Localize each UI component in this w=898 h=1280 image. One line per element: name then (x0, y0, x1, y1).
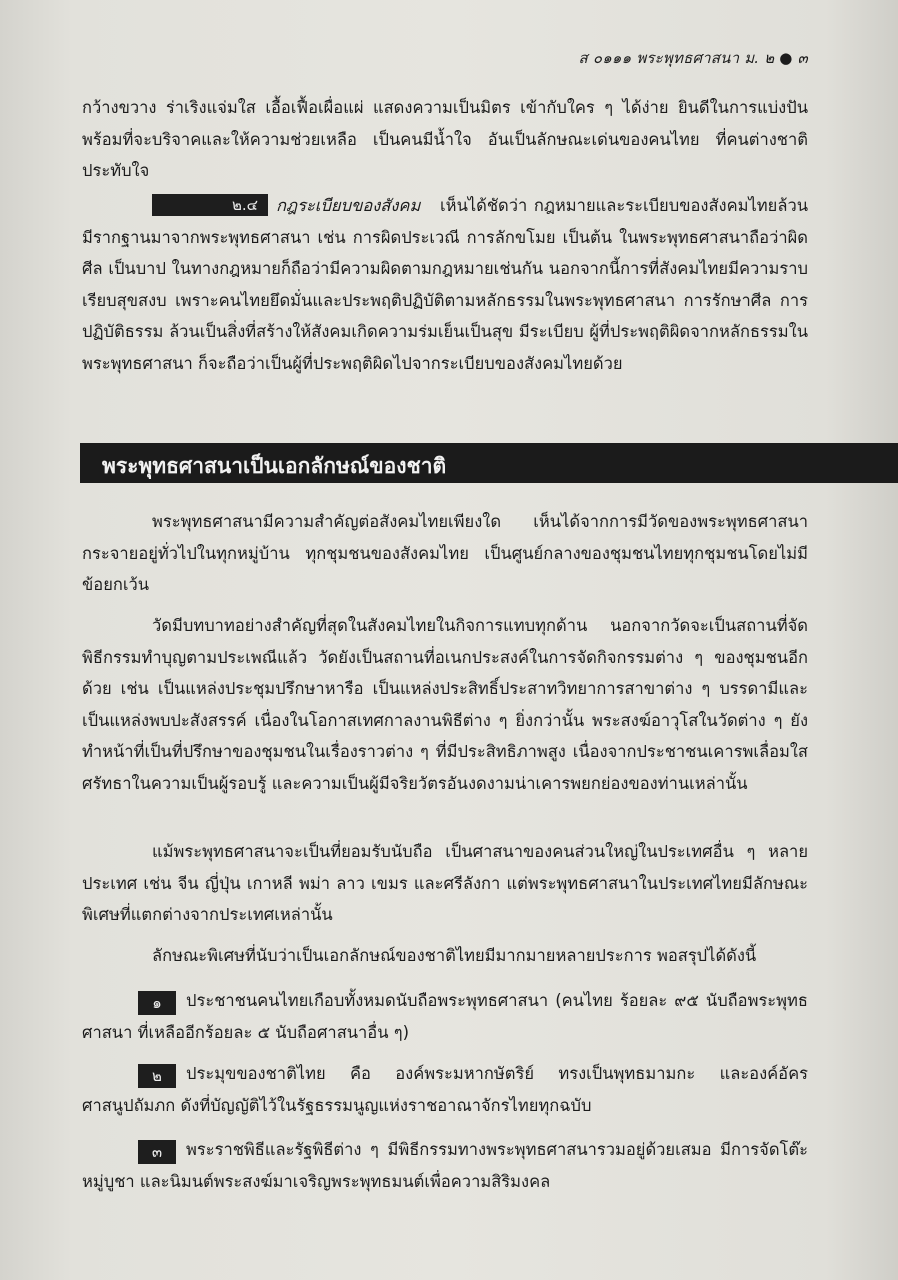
item-text: ประมุขของชาติไทย คือ องค์พระมหากษัตริย์ ทรงเป็นพุทธมามกะ และองค์อัครศาสนูปถัมภก ดังที่บัญญัติไว้ในรัฐธรรมนูญแห่งราชอาณาจักรไทยทุกฉบับ (82, 1064, 808, 1115)
list-item (82, 1058, 808, 1121)
item-number-box: ๓ (138, 1140, 176, 1164)
paragraph: พระพุทธศาสนามีความสำคัญต่อสังคมไทยเพียงใด เห็นได้จากการมีวัดของพระพุทธศาสนากระจายอยู่ทั่วไปในทุกหมู่บ้าน ทุกชุมชนของสังคมไทย เป็นศูนย์กลางของชุมชนไทยทุกชุมชนโดยไม่มีข้อยกเว้น (82, 512, 808, 594)
item-number-box: ๑ (138, 991, 176, 1015)
paragraph: วัดมีบทบาทอย่างสำคัญที่สุดในสังคมไทยในกิจการแทบทุกด้าน นอกจากวัดจะเป็นสถานที่จัดพิธีกรรมทำบุญตามประเพณีแล้ว วัดยังเป็นสถานที่อเนกประสงค์ในการจัดกิจกรรมต่าง ๆ ของชุมชนอีกด้วย เช่น เป็นแหล่งประชุมปรึกษาหารือ เป็นแหล่งประสิทธิ์ประสาทวิทยาการสาขาต่าง ๆ บรรดามีและเป็นแหล่งพบปะสังสรรค์ เนื่องในโอกาสเทศกาลงานพิธีต่าง ๆ ยิ่งกว่านั้น พระสงฆ์อาวุโสในวัดต่าง ๆ ยังทำหน้าที่เป็นที่ปรึกษาของชุมชนในเรื่องราวต่าง ๆ ที่มีประสิทธิภาพสูง เนื่องจากประชาชนเคารพเลื่อมใสศรัทธาในความเป็นผู้รอบรู้ และความเป็นผู้มีจริยวัตรอันงดงามน่าเคารพยกย่องของท่านเหล่านั้น (82, 616, 808, 793)
paragraph: แม้พระพุทธศาสนาจะเป็นที่ยอมรับนับถือ เป็นศาสนาของคนส่วนใหญ่ในประเทศอื่น ๆ หลายประเทศ เช่น จีน ญี่ปุ่น เกาหลี พม่า ลาว เขมร และศรีลังกา แต่พระพุทธศาสนาในประเทศไทยมีลักษณะพิเศษที่แตกต่างจากประเทศเหล่านั้น (82, 842, 808, 924)
intro-paragraph: กว้างขวาง ร่าเริงแจ่มใส เอื้อเฟื้อเผื่อแผ่ แสดงความเป็นมิตร เข้ากับใคร ๆ ได้ง่าย ยินดีในการแบ่งปันพร้อมที่จะบริจาคและให้ความช่วยเหลือ เป็นคนมีน้ำใจ อันเป็นลักษณะเด่นของคนไทย ที่คนต่างชาติประทับใจ (82, 98, 808, 180)
page-header: ส ๐๑๑๑ พระพุทธศาสนา ม. ๒ ● ๓ (578, 49, 808, 67)
section-number: ๒.๔ (152, 194, 268, 216)
item-text: พระราชพิธีและรัฐพิธีต่าง ๆ มีพิธีกรรมทางพระพุทธศาสนารวมอยู่ด้วยเสมอ มีการจัดโต๊ะหมู่บูชา และนิมนต์พระสงฆ์มาเจริญพระพุทธมนต์เพื่อความสิริมงคล (82, 1140, 808, 1191)
section-title: กฎระเบียบของสังคม (276, 196, 421, 215)
item-text: ประชาชนคนไทยเกือบทั้งหมดนับถือพระพุทธศาสนา (คนไทย ร้อยละ ๙๕ นับถือพระพุทธศาสนา ที่เหลืออีกร้อยละ ๕ นับถือศาสนาอื่น ๆ) (82, 991, 808, 1042)
list-item (82, 985, 808, 1048)
list-item (82, 1134, 808, 1197)
banner-title: พระพุทธศาสนาเป็นเอกลักษณ์ของชาติ (102, 454, 447, 478)
section-2-4-paragraph (82, 190, 808, 379)
item-number-box: ๒ (138, 1064, 176, 1088)
section-banner (80, 443, 898, 483)
section-body: เห็นได้ชัดว่า กฎหมายและระเบียบของสังคมไทยล้วนมีรากฐานมาจากพระพุทธศาสนา เช่น การผิดประเวณี การลักขโมย เป็นต้น ในพระพุทธศาสนาถือว่าผิดศีล เป็นบาป ในทางกฎหมายก็ถือว่ามีความผิดตามกฎหมายเช่นกัน นอกจากนี้การที่สังคมไทยมีความราบเรียบสุขสงบ เพราะคนไทยยึดมั่นและประพฤติปฏิบัติตามหลักธรรมในพระพุทธศาสนา การรักษาศีล การปฏิบัติธรรม ล้วนเป็นสิ่งที่สร้างให้สังคมเกิดความร่มเย็นเป็นสุข มีระเบียบ ผู้ที่ประพฤติผิดจากหลักธรรมในพระพุทธศาสนา ก็จะถือว่าเป็นผู้ที่ประพฤติผิดไปจากระเบียบของสังคมไทยด้วย (82, 196, 808, 373)
paragraph: ลักษณะพิเศษที่นับว่าเป็นเอกลักษณ์ของชาติไทยมีมากมายหลายประการ พอสรุปได้ดังนี้ (152, 946, 757, 965)
